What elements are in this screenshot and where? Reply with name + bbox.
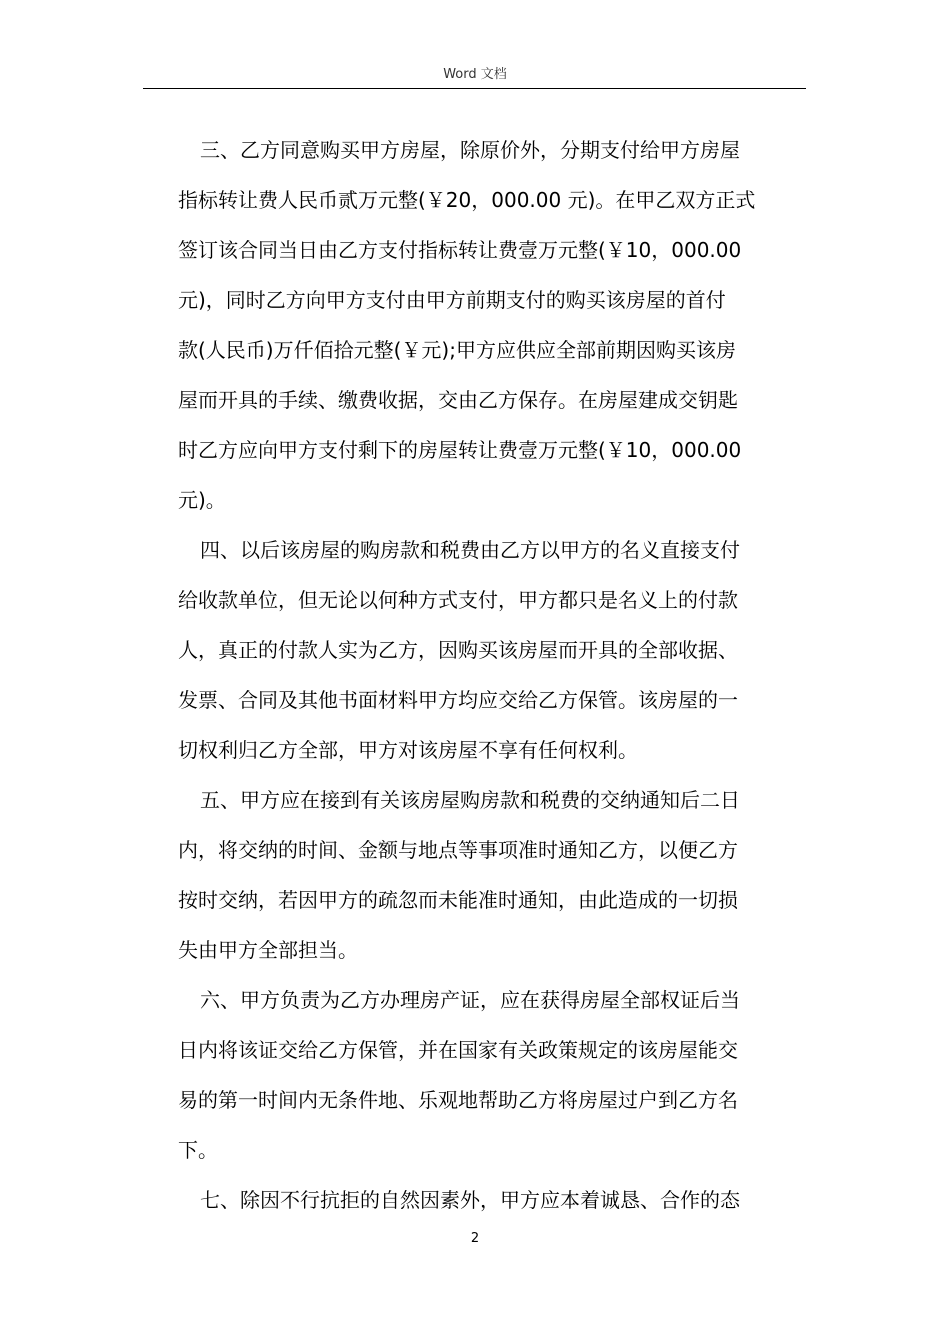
text-line: 失由甲方全部担当。 — [178, 938, 358, 962]
clause-4 — [178, 525, 802, 775]
clause-5 — [178, 775, 802, 975]
clause-7 — [178, 1175, 802, 1225]
text-line: 切权利归乙方全部，甲方对该房屋不享有任何权利。 — [178, 738, 638, 762]
page-header: Word 文档 — [443, 67, 507, 82]
text-line: 款(人民币)万仟佰拾元整(￥元);甲方应供应全部前期因购买该房 — [178, 338, 736, 362]
text-line: 指标转让费人民币贰万元整(￥20，000.00 元)。在甲乙双方正式 — [178, 188, 756, 212]
text-line: 五、甲方应在接到有关该房屋购房款和税费的交纳通知后二日 — [200, 788, 740, 812]
text-line: 屋而开具的手续、缴费收据，交由乙方保存。在房屋建成交钥匙 — [178, 388, 738, 412]
clause-6 — [178, 975, 802, 1175]
text-line: 元)。 — [178, 488, 226, 512]
text-line: 七、除因不行抗拒的自然因素外，甲方应本着诚恳、合作的态 — [200, 1188, 740, 1212]
clause-3 — [178, 125, 802, 525]
text-line: 三、乙方同意购买甲方房屋，除原价外，分期支付给甲方房屋 — [200, 138, 740, 162]
text-line: 元)，同时乙方向甲方支付由甲方前期支付的购买该房屋的首付 — [178, 288, 726, 312]
text-line: 按时交纳，若因甲方的疏忽而未能准时通知，由此造成的一切损 — [178, 888, 738, 912]
text-line: 人，真正的付款人实为乙方，因购买该房屋而开具的全部收据、 — [178, 638, 738, 662]
text-line: 签订该合同当日由乙方支付指标转让费壹万元整(￥10，000.00 — [178, 238, 742, 262]
text-line: 给收款单位，但无论以何种方式支付，甲方都只是名义上的付款 — [178, 588, 738, 612]
text-line: 易的第一时间内无条件地、乐观地帮助乙方将房屋过户到乙方名 — [178, 1088, 738, 1112]
page-number: 2 — [470, 1231, 480, 1246]
text-line: 四、以后该房屋的购房款和税费由乙方以甲方的名义直接支付 — [200, 538, 740, 562]
text-line: 发票、合同及其他书面材料甲方均应交给乙方保管。该房屋的一 — [178, 688, 738, 712]
document-body — [178, 125, 802, 1225]
text-line: 日内将该证交给乙方保管，并在国家有关政策规定的该房屋能交 — [178, 1038, 738, 1062]
header-divider — [143, 88, 806, 89]
text-line: 下。 — [178, 1138, 218, 1162]
text-line: 内，将交纳的时间、金额与地点等事项准时通知乙方，以便乙方 — [178, 838, 738, 862]
text-line: 六、甲方负责为乙方办理房产证，应在获得房屋全部权证后当 — [200, 988, 740, 1012]
text-line: 时乙方应向甲方支付剩下的房屋转让费壹万元整(￥10，000.00 — [178, 438, 742, 462]
